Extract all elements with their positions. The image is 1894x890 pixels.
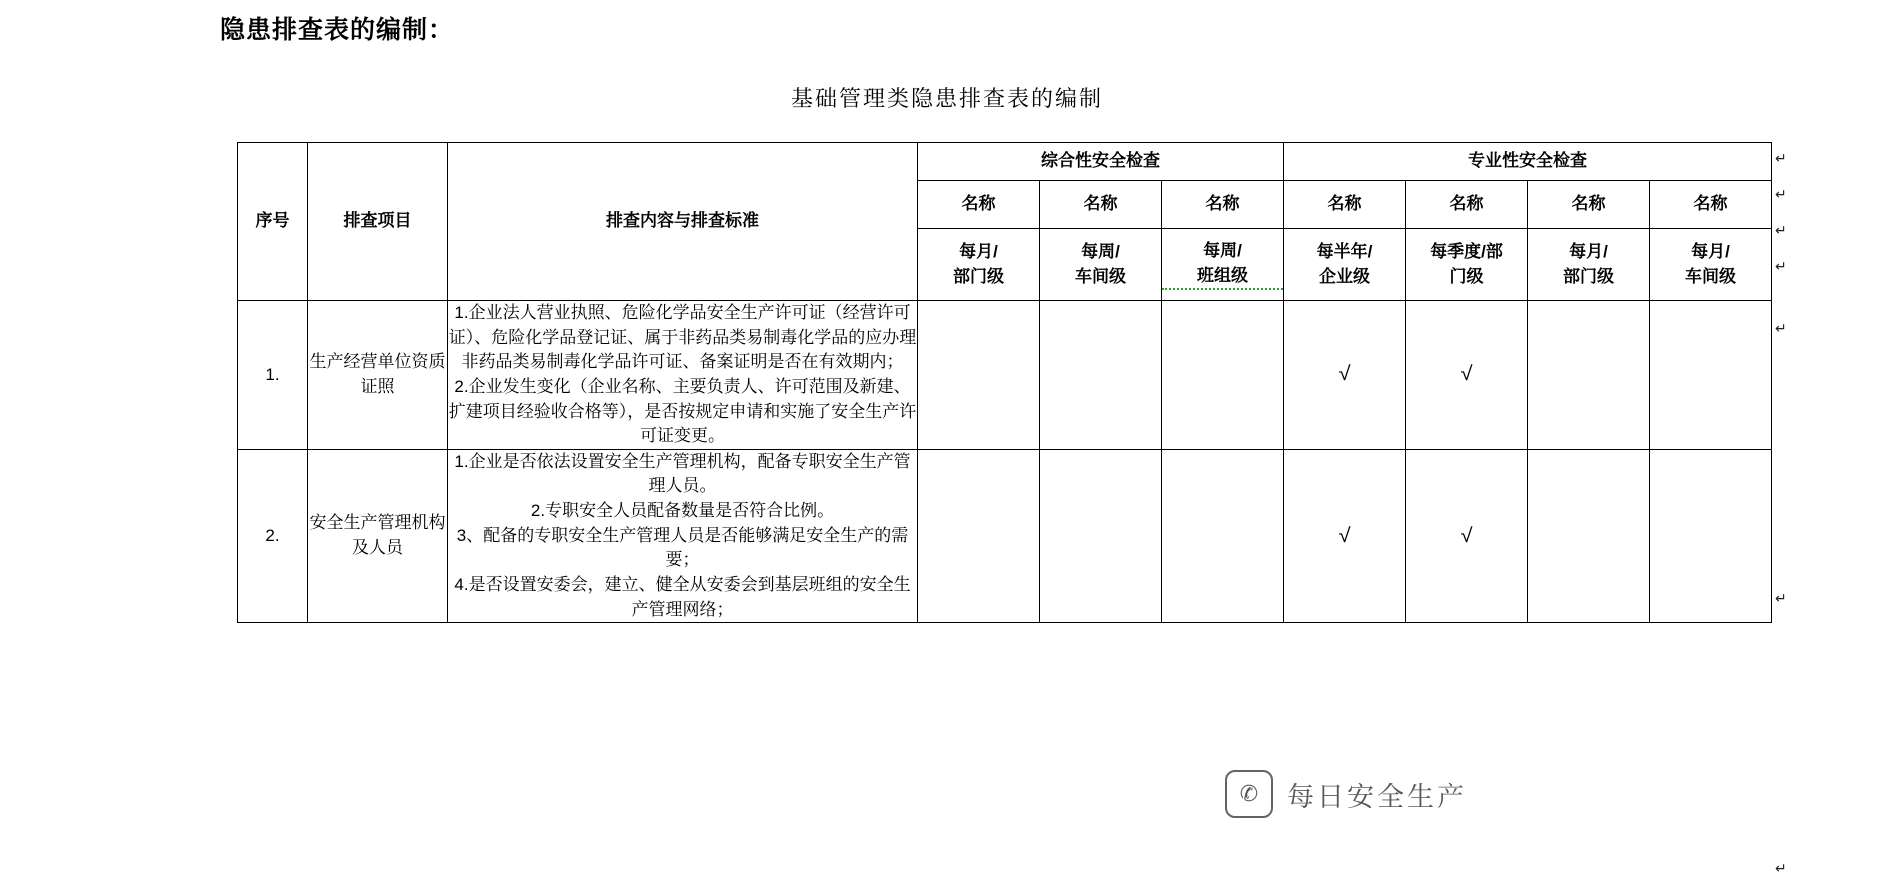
group-header-comprehensive: 综合性安全检查 xyxy=(918,143,1284,181)
row-check-5[interactable] xyxy=(1406,301,1528,450)
paragraph-mark-icon: ↵ xyxy=(1775,320,1787,336)
freq-line-1b: 部门级 xyxy=(953,266,1004,286)
row-check-1[interactable] xyxy=(918,301,1040,450)
freq-line-1a: 每月/ xyxy=(959,241,998,261)
freq-line-6a: 每月/ xyxy=(1569,241,1608,261)
row-check-4[interactable] xyxy=(1284,301,1406,450)
row-item: 生产经营单位资质证照 xyxy=(308,301,448,450)
check-mark: √ xyxy=(1338,524,1351,547)
page-title: 隐患排查表的编制： xyxy=(220,16,455,44)
row-content xyxy=(448,449,918,622)
watermark xyxy=(1225,770,1467,818)
table-body xyxy=(238,301,1772,623)
check-column-freq-3 xyxy=(1162,229,1284,301)
row-check-5[interactable] xyxy=(1406,449,1528,622)
check-column-name-1: 名称 xyxy=(918,181,1040,229)
row-check-7[interactable] xyxy=(1650,449,1772,622)
column-header-content: 排查内容与排查标准 xyxy=(448,143,918,301)
row-content-line: 3、配备的专职安全生产管理人员是否能够满足安全生产的需要； xyxy=(456,525,909,570)
freq-line-6b: 部门级 xyxy=(1563,266,1614,286)
check-column-freq-2 xyxy=(1040,229,1162,301)
row-content-line: 4.是否设置安委会，建立、健全从安委会到基层班组的安全生产管理网络； xyxy=(454,575,911,619)
freq-line-3b: 班组级 xyxy=(1162,264,1283,291)
freq-line-5b: 门级 xyxy=(1449,266,1484,286)
row-item: 安全生产管理机构及人员 xyxy=(308,449,448,622)
check-column-freq-5 xyxy=(1406,229,1528,301)
check-mark: √ xyxy=(1338,363,1351,386)
freq-line-4a: 每半年/ xyxy=(1316,241,1373,261)
hazard-table-wrapper xyxy=(237,142,1767,623)
freq-line-5a: 每季度/部 xyxy=(1430,241,1503,261)
check-mark: √ xyxy=(1460,363,1473,386)
paragraph-mark-icon: ↵ xyxy=(1775,258,1787,274)
row-check-4[interactable] xyxy=(1284,449,1406,622)
row-check-2[interactable] xyxy=(1040,301,1162,450)
paragraph-mark-icon: ↵ xyxy=(1775,590,1787,606)
table-row xyxy=(238,301,1772,450)
paragraph-mark-icon: ↵ xyxy=(1775,186,1787,202)
freq-line-2a: 每周/ xyxy=(1081,241,1120,261)
row-check-6[interactable] xyxy=(1528,301,1650,450)
paragraph-mark-icon: ↵ xyxy=(1775,150,1787,166)
row-content-line: 2.专职安全人员配备数量是否符合比例。 xyxy=(530,501,835,521)
check-column-freq-6 xyxy=(1528,229,1650,301)
row-content-line: 1.企业法人营业执照、危险化学品安全生产许可证（经营许可证）、危险化学品登记证、属于非药品类易制毒化学品的应办理非药品类易制毒化学品许可证、备案证明是否在有效期内； xyxy=(448,303,917,372)
watermark-text: 每日安全生产 xyxy=(1287,781,1467,812)
row-check-1[interactable] xyxy=(918,449,1040,622)
column-header-item: 排查项目 xyxy=(308,143,448,301)
row-content xyxy=(448,301,918,450)
row-check-3[interactable] xyxy=(1162,449,1284,622)
paragraph-mark-icon: ↵ xyxy=(1775,860,1787,876)
row-content-line: 1.企业是否依法设置安全生产管理机构，配备专职安全生产管理人员。 xyxy=(454,451,911,496)
freq-line-3a: 每周/ xyxy=(1203,240,1242,260)
row-no: 1. xyxy=(238,301,308,450)
check-column-name-6: 名称 xyxy=(1528,181,1650,229)
check-column-freq-7 xyxy=(1650,229,1772,301)
check-column-name-5: 名称 xyxy=(1406,181,1528,229)
group-header-professional: 专业性安全检查 xyxy=(1284,143,1772,181)
row-check-7[interactable] xyxy=(1650,301,1772,450)
row-content-line: 2.企业发生变化（企业名称、主要负责人、许可范围及新建、扩建项目经验收合格等），是否按规定申请和实施了安全生产许可证变更。 xyxy=(448,376,917,446)
freq-line-4b: 企业级 xyxy=(1319,266,1370,286)
check-column-name-3: 名称 xyxy=(1162,181,1284,229)
wechat-logo-icon: ✆ xyxy=(1225,770,1273,818)
column-header-no: 序号 xyxy=(238,143,308,301)
row-check-2[interactable] xyxy=(1040,449,1162,622)
freq-line-2b: 车间级 xyxy=(1075,266,1126,286)
check-column-freq-4 xyxy=(1284,229,1406,301)
row-check-6[interactable] xyxy=(1528,449,1650,622)
table-caption: 基础管理类隐患排查表的编制 xyxy=(790,86,1103,111)
freq-line-7b: 车间级 xyxy=(1685,266,1736,286)
table-row xyxy=(238,449,1772,622)
row-check-3[interactable] xyxy=(1162,301,1284,450)
check-column-name-7: 名称 xyxy=(1650,181,1772,229)
table-head xyxy=(238,143,1772,301)
header-row-groups xyxy=(238,143,1772,181)
hazard-checklist-table xyxy=(237,142,1772,623)
check-mark: √ xyxy=(1460,524,1473,547)
freq-line-7a: 每月/ xyxy=(1691,241,1730,261)
row-no: 2. xyxy=(238,449,308,622)
check-column-name-2: 名称 xyxy=(1040,181,1162,229)
paragraph-mark-icon: ↵ xyxy=(1775,222,1787,238)
check-column-freq-1 xyxy=(918,229,1040,301)
check-column-name-4: 名称 xyxy=(1284,181,1406,229)
